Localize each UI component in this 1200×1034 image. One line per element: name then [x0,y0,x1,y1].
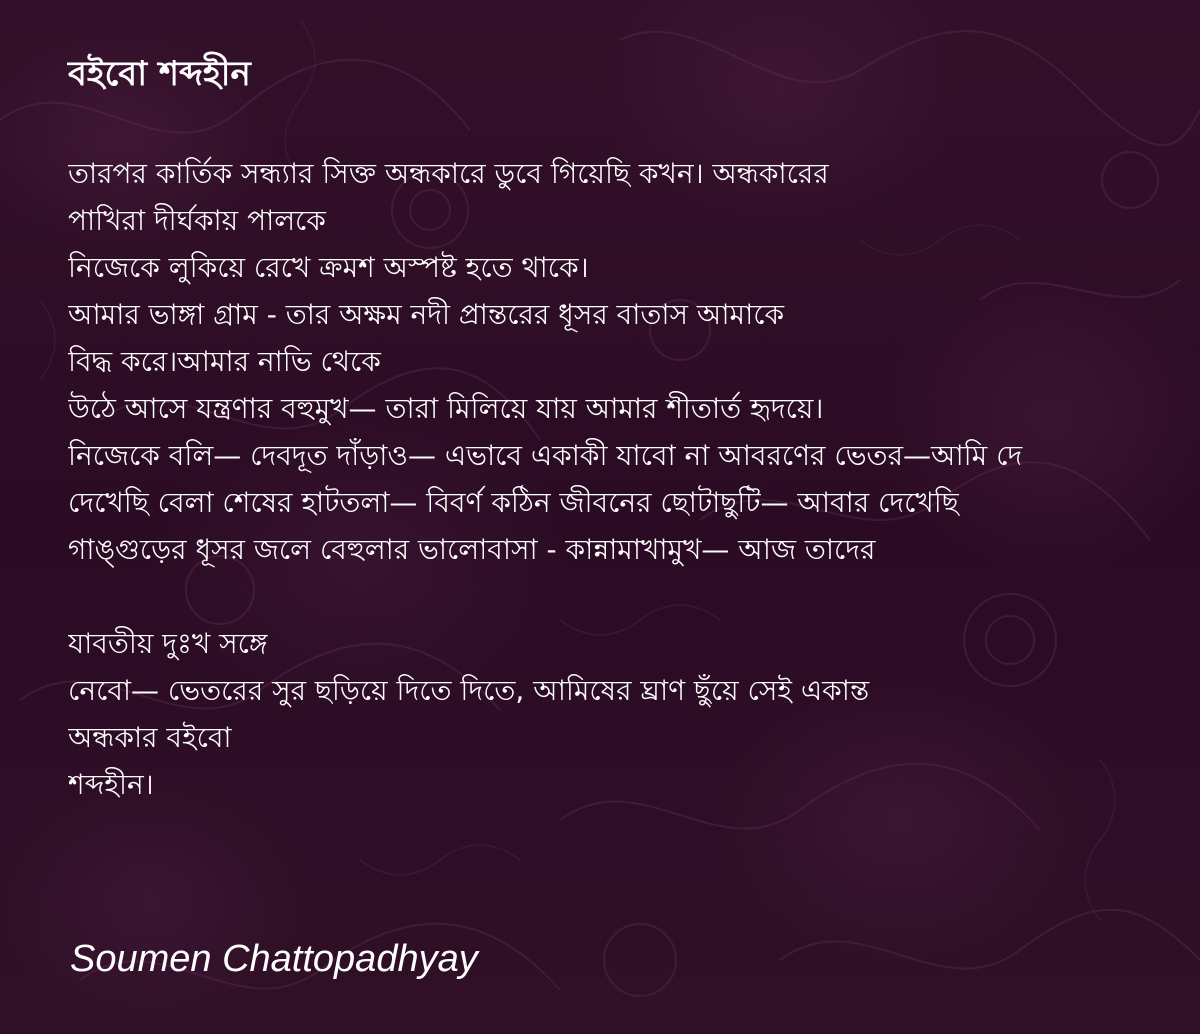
poem-line: পাখিরা দীর্ঘকায় পালকে [68,204,326,237]
poem-line: উঠে আসে যন্ত্রণার বহুমুখ— তারা মিলিয়ে যায় আমার শীতার্ত হৃদয়ে। [68,392,824,425]
poem-line: নিজেকে বলি— দেবদূত দাঁড়াও— এভাবে একাকী যাবো না আবরণের ভেতর—আমি দে [68,439,1023,472]
poem-body [68,150,1200,808]
poem-line: তারপর কার্তিক সন্ধ্যার সিক্ত অন্ধকারে ডুবে গিয়েছি কখন। অন্ধকারের [68,157,829,190]
poem-line: আমার ভাঙ্গা গ্রাম - তার অক্ষম নদী প্রান্তরের ধূসর বাতাস আমাকে [68,298,785,331]
poem-line: বিদ্ধ করে।আমার নাভি থেকে [68,345,381,378]
poem-line: নেবো— ভেতরের সুর ছড়িয়ে দিতে দিতে, আমিষের ঘ্রাণ ছুঁয়ে সেই একান্ত [68,674,870,707]
poem-line: গাঙ্গুড়ের ধূসর জলে বেহুলার ভালোবাসা - কান্নামাখামুখ— আজ তাদের [68,533,876,566]
poem-title: বইবো শব্দহীন [68,54,251,94]
poem-author: Soumen Chattopadhyay [70,938,478,980]
poem-line: নিজেকে লুকিয়ে রেখে ক্রমশ অস্পষ্ট হতে থাকে। [68,251,589,284]
stanza-gap [68,573,1200,620]
poem-line: যাবতীয় দুঃখ সঙ্গে [68,627,268,660]
poem-line: অন্ধকার বইবো [68,721,232,754]
poem-line: শব্দহীন। [68,768,154,801]
poem-line: দেখেছি বেলা শেষের হাটতলা— বিবর্ণ কঠিন জীবনের ছোটাছুটি— আবার দেখেছি [68,486,959,519]
